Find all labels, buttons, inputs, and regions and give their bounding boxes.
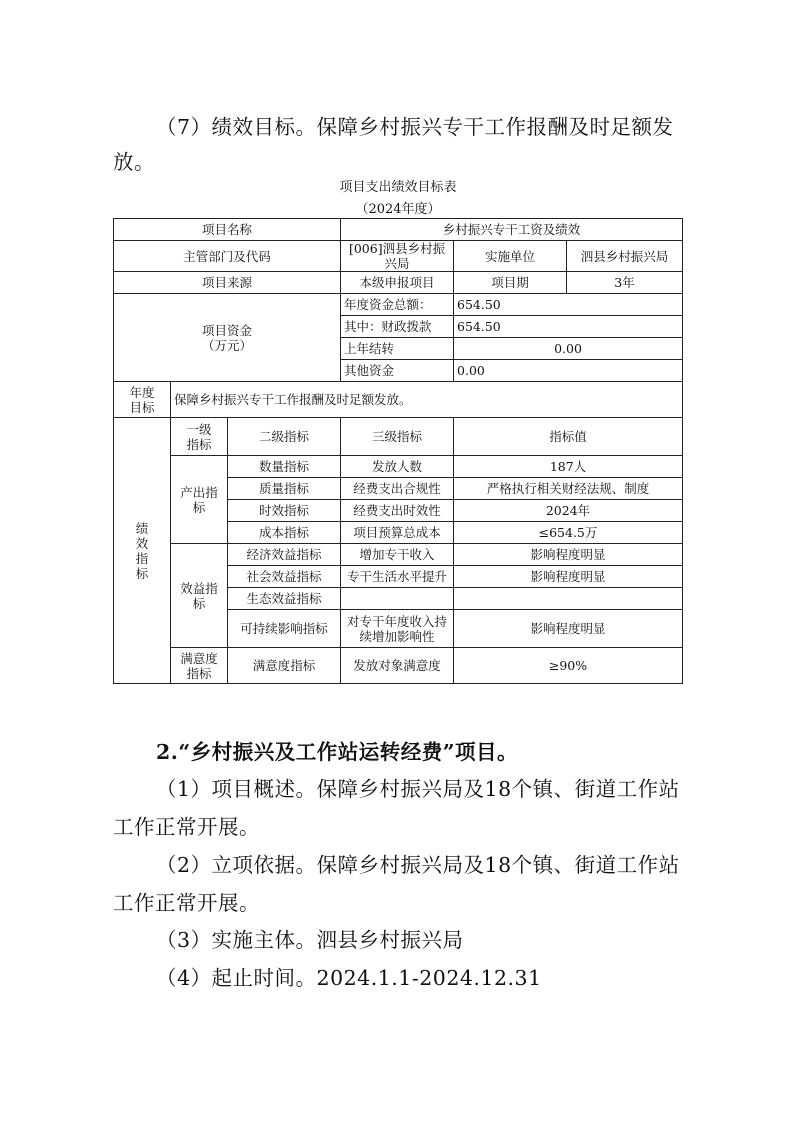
benefit-value [454, 588, 683, 610]
benefit-l3: 增加专干收入 [341, 544, 454, 566]
table-row [114, 272, 683, 294]
table-row [114, 544, 683, 566]
funds-other-value: 0.00 [454, 360, 683, 382]
source-label: 项目来源 [114, 272, 341, 294]
table-row [114, 648, 683, 684]
period-value: 3年 [567, 272, 683, 294]
benefit-l3: 专干生活水平提升 [341, 566, 454, 588]
output-l3: 项目预算总成本 [341, 522, 454, 544]
table-row [114, 219, 683, 241]
funds-carry-value: 0.00 [454, 338, 683, 360]
annual-goal-value: 保障乡村振兴专干工作报酬及时足额发放。 [171, 382, 683, 418]
benefit-l2: 生态效益指标 [228, 588, 341, 610]
annual-goal-label: 年度 目标 [114, 382, 171, 418]
output-l2: 时效指标 [228, 500, 341, 522]
output-value: ≤654.5万 [454, 522, 683, 544]
section2-heading: 2.“乡村振兴及工作站运转经费”项目。 [156, 740, 518, 764]
benefit-label: 效益指 标 [171, 544, 228, 648]
performance-table [113, 218, 683, 684]
funds-label: 项目资金 （万元） [114, 294, 341, 382]
output-l3: 发放人数 [341, 456, 454, 478]
output-l2: 质量指标 [228, 478, 341, 500]
benefit-l3: 对专干年度收入持 续增加影响性 [341, 610, 454, 648]
benefit-value: 影响程度明显 [454, 566, 683, 588]
funds-carry-label: 上年结转 [341, 338, 454, 360]
output-value: 187人 [454, 456, 683, 478]
col-level3: 三级指标 [341, 418, 454, 456]
table-row [114, 294, 683, 316]
col-value: 指标值 [454, 418, 683, 456]
dept-value: [006]泗县乡村振兴局 [341, 241, 454, 272]
col-level2: 二级指标 [228, 418, 341, 456]
output-l2: 数量指标 [228, 456, 341, 478]
intro-line-2: 放。 [113, 150, 155, 174]
section2-p2-line1: （2）立项依据。保障乡村振兴局及18个镇、街道工作站 [156, 853, 680, 877]
benefit-l2: 经济效益指标 [228, 544, 341, 566]
satisfaction-label: 满意度 指标 [171, 648, 228, 684]
funds-other-label: 其他资金 [341, 360, 454, 382]
funds-total-label: 年度资金总额： [341, 294, 454, 316]
output-value: 严格执行相关财经法规、制度 [454, 478, 683, 500]
section2-p4: （4）起止时间。2024.1.1-2024.12.31 [156, 966, 542, 990]
benefit-l2: 可持续影响指标 [228, 610, 341, 648]
funds-total-value: 654.50 [454, 294, 683, 316]
period-label: 项目期 [454, 272, 567, 294]
dept-label: 主管部门及代码 [114, 241, 341, 272]
col-level1: 一级 指标 [171, 418, 228, 456]
section2-p1-line1: （1）项目概述。保障乡村振兴局及18个镇、街道工作站 [156, 777, 680, 801]
satisfaction-value: ≥90% [454, 648, 683, 684]
table-row [114, 456, 683, 478]
impl-value: 泗县乡村振兴局 [567, 241, 683, 272]
table-row [114, 418, 683, 456]
benefit-l2: 社会效益指标 [228, 566, 341, 588]
output-l2: 成本指标 [228, 522, 341, 544]
section2-p2-line2: 工作正常开展。 [113, 891, 260, 915]
output-l3: 经费支出合规性 [341, 478, 454, 500]
table-year: （2024年度） [355, 202, 441, 217]
satisfaction-l2: 满意度指标 [228, 648, 341, 684]
table-row [114, 382, 683, 418]
output-label: 产出指 标 [171, 456, 228, 544]
table-row [114, 241, 683, 272]
section2-p1-line2: 工作正常开展。 [113, 815, 260, 839]
table-title: 项目支出绩效目标表 [339, 180, 457, 195]
funds-fiscal-label: 其中：财政拨款 [341, 316, 454, 338]
perf-label: 绩 效 指 标 [114, 418, 171, 684]
project-name-value: 乡村振兴专干工资及绩效 [341, 219, 683, 241]
benefit-value: 影响程度明显 [454, 544, 683, 566]
intro-line-1: （7）绩效目标。保障乡村振兴专干工作报酬及时足额发 [156, 115, 674, 139]
funds-fiscal-value: 654.50 [454, 316, 683, 338]
project-name-label: 项目名称 [114, 219, 341, 241]
benefit-l3 [341, 588, 454, 610]
impl-label: 实施单位 [454, 241, 567, 272]
section2-p3: （3）实施主体。泗县乡村振兴局 [156, 928, 464, 952]
output-l3: 经费支出时效性 [341, 500, 454, 522]
output-value: 2024年 [454, 500, 683, 522]
satisfaction-l3: 发放对象满意度 [341, 648, 454, 684]
source-value: 本级申报项目 [341, 272, 454, 294]
benefit-value: 影响程度明显 [454, 610, 683, 648]
